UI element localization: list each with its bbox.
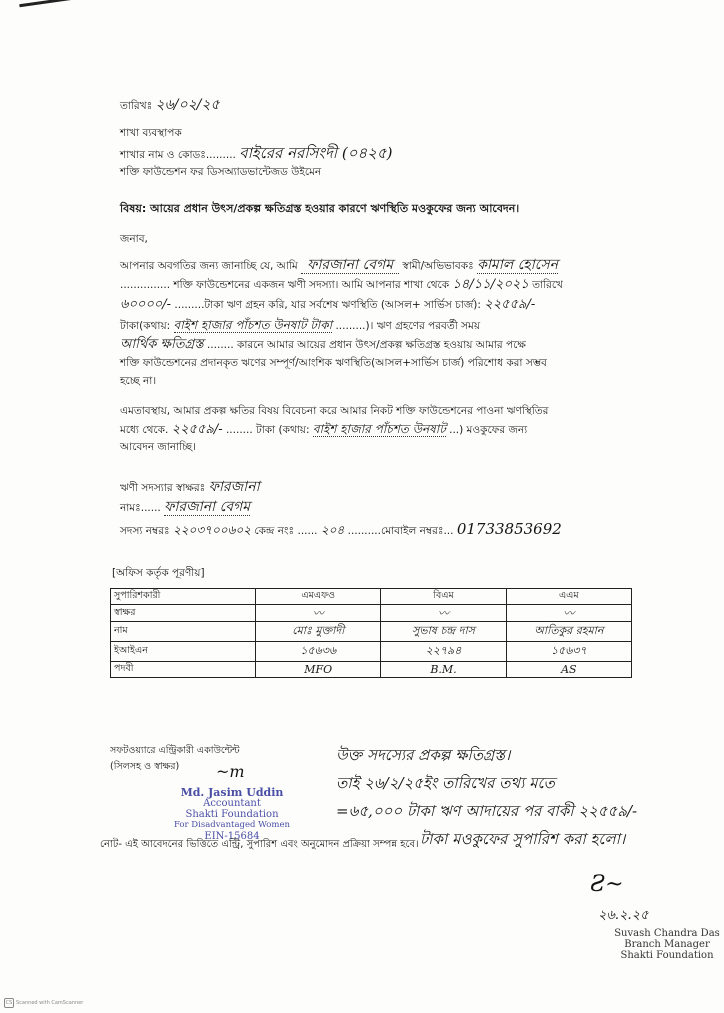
table-row [111,605,632,622]
subject-line: বিষয়: আয়ের প্রধান উৎস/প্রকল্প ক্ষতিগ্রস্ত হওয়ার কারণে ঋণস্থিতি মওকুফের জন্য আবেদন। [120,202,520,215]
para1-line3 [120,298,535,312]
para2-line3: আবেদন জানাচ্ছি। [120,441,196,453]
guardian-name: কামাল হোসেন [477,257,558,273]
stamp-line: Shakti Foundation [620,950,714,961]
damage-reason: আর্থিক ক্ষতিগ্রস্ত [120,337,204,352]
center-label: কেন্দ্র নংঃ ...... [254,525,318,537]
date-line [120,98,220,113]
table-cell: MFO [256,662,381,678]
branch-label: শাখার নাম ও কোডঃ......... [120,149,236,161]
member-id-line [120,522,562,538]
mobile-number: 01733853692 [456,520,562,538]
loan-balance: ২২৫৫৯/- [484,297,536,312]
table-cell: ১৫৬৩৬ [256,642,381,662]
recipient-title: শাখা ব্যবস্থাপক [120,127,182,139]
para1-line6: শক্তি ফাউন্ডেশনের প্রদানকৃত ঋণের সম্পূর্ণ/আংশিক ঋণস্থিতি(আসল+সার্ভিস চার্জ) পরিশোধ করা সম্ভব [120,357,547,369]
row-label: পদবী [111,662,256,678]
handwritten-note-line: টাকা মওকুফের সুপারিশ করা হলো। [420,830,626,848]
stamp-line: Suvash Chandra Das [614,928,720,939]
salutation: জনাব, [120,233,148,245]
manager-signature-icon: Ƨ~ [590,872,624,897]
table-header-cell: এএম [506,589,631,605]
signature-cell [506,605,631,622]
branch-line [120,146,393,162]
waiver-in-words: বাইশ হাজার পাঁচশত উনষাট [312,422,446,436]
row-label: ইআইএন [111,642,256,662]
date-value: ২৬/০২/২৫ [155,97,220,113]
stamp-line: Accountant [203,798,261,809]
accountant-stamp [168,787,296,842]
stamp-line: EIN-15684 [204,831,260,842]
organization-name: শক্তি ফাউন্ডেশন ফর ডিসঅ্যাডভান্টেজড উইমেন [120,166,322,178]
table-row [111,622,632,642]
para1-line4 [120,318,480,333]
table-header-cell: বিএম [381,589,506,605]
signature-scribble-icon: 〰 [312,607,324,620]
para1-text-d: তারিখে [532,279,563,291]
member-signature: ফারজানা [208,479,260,495]
table-header-cell: সুপারিশকারী [111,589,256,605]
para2-line1: এমতাবস্থায়, আমার প্রকল্প ক্ষতির বিষয় বিবেচনা করে আমার নিকট শক্তি ফাউন্ডেশনের পাওনা ঋণস্থিতির [120,405,549,417]
accountant-subtitle: (সিলসহ ও স্বাক্ষর) [110,761,180,772]
member-id: ২২০৩৭০০৬০২ [172,523,251,537]
para1-text-f: টাকা(কথায়: [120,320,171,332]
table-header-row [111,589,632,605]
member-name: ফারজানা বেগম [164,499,250,515]
signature-scribble-icon: 〰 [438,607,450,620]
footnote: নোট- এই আবেদনের ভিত্তিতে এন্ট্রি, সুপারিশ এবং অনুমোদন প্রক্রিয়া সম্পন্ন হবে। [100,839,419,850]
table-cell: AS [506,662,631,678]
center-number: ২০৪ [320,523,345,537]
manager-sign-date: ২৬.২.২৫ [598,908,649,923]
waiver-amount: ২২৫৫৯/- [171,422,223,437]
table-header-cell: এমএফও [256,589,381,605]
para1-text-a: আপনার অবগতির জন্য জানাচ্ছি যে, আমি [120,260,298,272]
table-cell: ১৫৬৩৭ [506,642,631,662]
handwritten-note-line: =৬৫,০০০ টাকা ঋণ আদায়ের পর বাকী ২২৫৫৯/- [336,802,638,820]
handwritten-note-line: উক্ত সদস্যের প্রকল্প ক্ষতিগ্রস্ত। [336,746,511,764]
para1-line1 [120,258,558,273]
table-row [111,662,632,678]
table-row [111,642,632,662]
para2-text-c: ........ টাকা (কথায়: [225,424,310,436]
member-name-label: নামঃ...... [120,502,161,514]
scanner-watermark [4,998,83,1008]
signature-cell [256,605,381,622]
office-use-title: [অফিস কর্তৃক পূরণীয়] [112,567,205,579]
member-signature-line [120,480,260,495]
para1-line5 [120,338,526,352]
table-cell: B.M. [381,662,506,678]
loan-amount: ৬০০০০/- [120,297,172,312]
date-label: তারিখঃ [120,100,153,112]
para1-line7: হচ্ছে না। [120,375,157,387]
para2-text-d: ...) মওকুফের জন্য [449,424,528,436]
para1-text-e: .........টাকা ঋণ গ্রহন করি, যার সর্বশেষ ঋণস্থিতি (আসল+ সার্ভিস চার্জ): [174,299,481,311]
stamp-line: For Disadvantaged Women [173,820,290,830]
scanner-text: Scanned with CamScanner [16,1000,84,1006]
branch-value: বাইরের নরসিংদী (০৪২৫) [239,144,393,162]
camscanner-logo-icon: CS [5,1000,13,1006]
stamp-line: Shakti Foundation [185,809,279,820]
para1-line2 [120,278,563,292]
table-cell: আতিকুর রহমান [506,622,631,642]
mobile-label: ..........মোবাইল নম্বরঃ... [347,525,454,537]
stamp-line: Branch Manager [624,939,710,950]
member-name-line [120,500,250,515]
signature-scribble-icon: 〰 [563,607,575,620]
row-label: স্বাক্ষর [111,605,256,622]
table-cell: সুভাষ চন্দ্র দাস [381,622,506,642]
row-label: নাম [111,622,256,642]
branch-manager-stamp [612,928,722,961]
para1-text-b: স্বামী/অভিভাবকঃ [402,260,474,272]
balance-in-words: বাইশ হাজার পাঁচশত উনষাট টাকা [173,318,333,332]
applicant-name: ফারজানা বেগম [301,257,399,274]
member-id-label: সদস্য নম্বরঃ [120,525,170,537]
para1-text-g: .........)। ঋণ গ্রহণের পরবর্তী সময় [335,320,481,332]
accountant-title: সফটওয়্যারে এন্ট্রিকারী একাউন্টেন্ট [110,745,240,756]
loan-date: ১৪/১১/২০২১ [452,277,529,292]
para2-text-b: মধ্যে থেকে. [120,424,169,436]
accountant-signature-icon: ~m [216,762,245,781]
table-cell: মোঃ মুক্তাদী [256,622,381,642]
stamp-line: Md. Jasim Uddin [180,786,284,799]
para1-text-c: ............... শক্তি ফাউন্ডেশনের একজন ঋণী সদস্যা। আমি আপনার শাখা থেকে [120,279,450,291]
scan-edge-mark [19,0,81,19]
recommendation-table [110,588,632,678]
handwritten-note-line: তাই ২৬/২/২৫ইং তারিখের তথ্য মতে [336,774,555,792]
member-signature-label: ঋণী সদস্যার স্বাক্ষরঃ [120,482,206,494]
signature-cell [381,605,506,622]
table-cell: ২২৭৯৪ [381,642,506,662]
para2-line2 [120,422,527,437]
para1-text-h: ........ কারনে আমার আয়ের প্রধান উৎস/প্রকল্প ক্ষতিগ্রস্ত হওয়ায় আমার পক্ষে [206,339,526,351]
